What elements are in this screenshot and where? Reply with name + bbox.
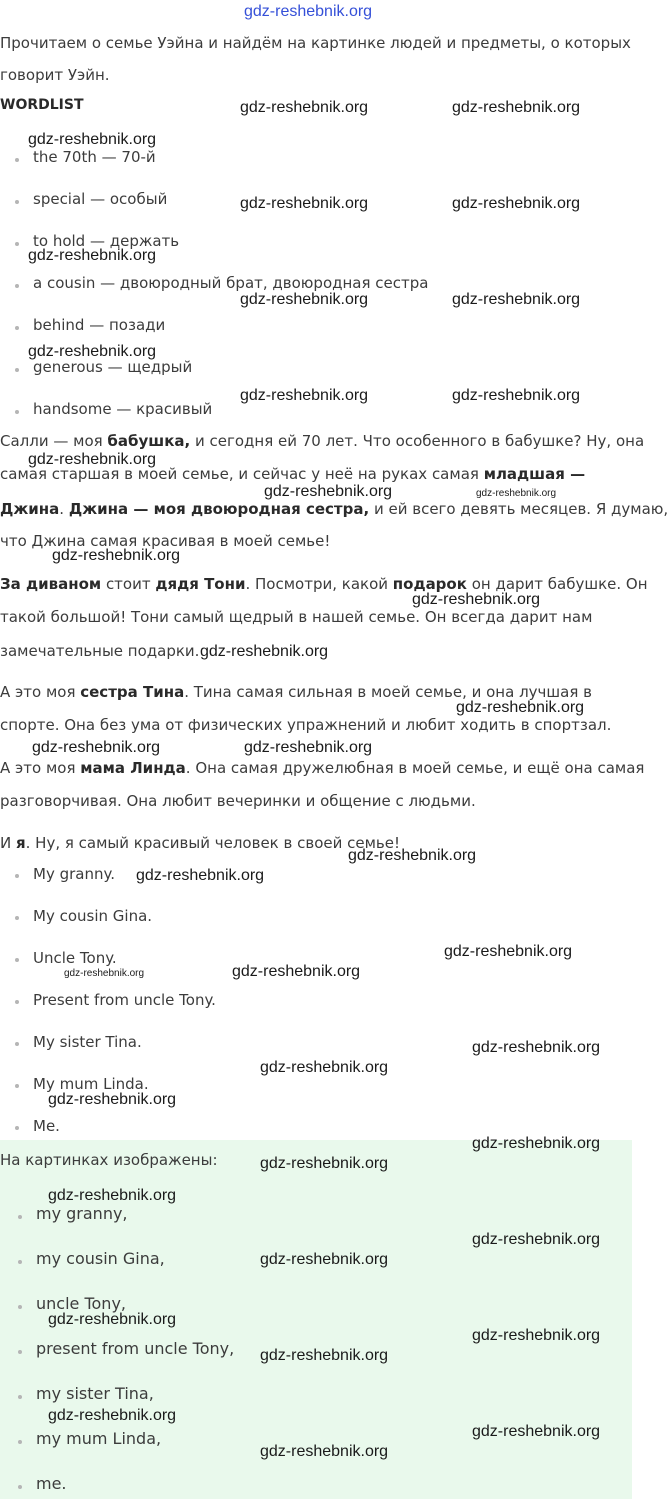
bullet-icon: [18, 1215, 22, 1219]
watermark: gdz-reshebnik.org: [200, 643, 329, 660]
watermark: gdz-reshebnik.org: [136, 867, 265, 884]
bullet-icon: [18, 1485, 22, 1489]
watermark: gdz-reshebnik.org: [472, 1039, 601, 1056]
bullet-icon: [18, 1305, 22, 1309]
story-p2-line-2: такой большой! Тони самый щедрый в нашей семье. Он всегда дарит нам: [0, 608, 593, 626]
story-p3-line-2: спорте. Она без ума от физических упражнений и любит ходить в спортзал.: [0, 716, 612, 734]
watermark: gdz-reshebnik.org: [452, 99, 581, 116]
watermark: gdz-reshebnik.org: [28, 451, 157, 468]
watermark: gdz-reshebnik.org: [456, 699, 585, 716]
story-p4-line-1: А это моя мама Линда. Она самая дружелюбная в моей семье, и ещё она самая: [0, 759, 645, 777]
story-p4-line-2: разговорчивая. Она любит вечеринки и общение с людьми.: [0, 792, 476, 810]
bullet-icon: [15, 368, 19, 372]
watermark: gdz-reshebnik.org: [348, 847, 477, 864]
bullet-icon: [15, 410, 19, 414]
watermark: gdz-reshebnik.org: [28, 131, 157, 148]
bullet-icon: [18, 1260, 22, 1264]
watermark: gdz-reshebnik.org: [48, 1091, 177, 1108]
bullet-icon: [15, 284, 19, 288]
watermark: gdz-reshebnik.org: [260, 1251, 389, 1268]
watermark: gdz-reshebnik.org: [48, 1311, 177, 1328]
bullet-icon: [18, 1350, 22, 1354]
story-p1-line-2: самая старшая в моей семье, и сейчас у неё на руках самая младшая —: [0, 465, 586, 483]
bullet-icon: [15, 158, 19, 162]
bullet-icon: [15, 200, 19, 204]
intro-line-1: Прочитаем о семье Уэйна и найдём на картинке людей и предметы, о которых: [0, 34, 631, 52]
wordlist-heading: WORDLIST: [0, 97, 84, 113]
watermark: gdz-reshebnik.org: [412, 591, 541, 608]
bullet-icon: [18, 1395, 22, 1399]
watermark: gdz-reshebnik.org: [452, 195, 581, 212]
watermark: gdz-reshebnik.org: [444, 943, 573, 960]
watermark: gdz-reshebnik.org: [64, 968, 145, 979]
watermark: gdz-reshebnik.org: [260, 1443, 389, 1460]
watermark: gdz-reshebnik.org: [476, 488, 557, 499]
watermark: gdz-reshebnik.org: [452, 291, 581, 308]
bullet-icon: [15, 242, 19, 246]
bullet-icon: [15, 958, 19, 962]
bullet-icon: [15, 874, 19, 878]
story-p1-line-3: Джина. Джина — моя двоюродная сестра, и ей всего девять месяцев. Я думаю,: [0, 500, 668, 518]
watermark: gdz-reshebnik.org: [472, 1231, 601, 1248]
story-p5: И я. Ну, я самый красивый человек в своей семье!: [0, 834, 400, 852]
watermark: gdz-reshebnik.org: [244, 3, 373, 20]
bullet-icon: [18, 1440, 22, 1444]
watermark: gdz-reshebnik.org: [260, 1155, 389, 1172]
watermark: gdz-reshebnik.org: [244, 739, 373, 756]
intro-line-2: говорит Уэйн.: [0, 66, 110, 84]
watermark: gdz-reshebnik.org: [32, 739, 161, 756]
watermark: gdz-reshebnik.org: [264, 483, 393, 500]
story-p1-line-4: что Джина самая красивая в моей семье!: [0, 532, 331, 550]
watermark: gdz-reshebnik.org: [472, 1423, 601, 1440]
bullet-icon: [15, 326, 19, 330]
bullet-icon: [15, 1042, 19, 1046]
story-p3-line-1: А это моя сестра Тина. Тина самая сильная в моей семье, и она лучшая в: [0, 683, 592, 701]
watermark: gdz-reshebnik.org: [240, 195, 369, 212]
watermark: gdz-reshebnik.org: [240, 99, 369, 116]
watermark: gdz-reshebnik.org: [28, 343, 157, 360]
bullet-icon: [15, 1126, 19, 1130]
story-p2-line-1: За диваном стоит дядя Тони. Посмотри, какой подарок он дарит бабушке. Он: [0, 575, 648, 593]
watermark: gdz-reshebnik.org: [240, 387, 369, 404]
story-p1-line-1: Салли — моя бабушка, и сегодня ей 70 лет. Что особенного в бабушке? Ну, она: [0, 432, 645, 450]
watermark: gdz-reshebnik.org: [232, 963, 361, 980]
watermark: gdz-reshebnik.org: [240, 291, 369, 308]
watermark: gdz-reshebnik.org: [472, 1327, 601, 1344]
story-p2-line-3: замечательные подарки.: [0, 642, 200, 660]
watermark: gdz-reshebnik.org: [472, 1135, 601, 1152]
bullet-icon: [15, 1000, 19, 1004]
bullet-icon: [15, 916, 19, 920]
watermark: gdz-reshebnik.org: [260, 1347, 389, 1364]
bullet-icon: [15, 1084, 19, 1088]
watermark: gdz-reshebnik.org: [52, 547, 181, 564]
watermark: gdz-reshebnik.org: [48, 1187, 177, 1204]
watermark: gdz-reshebnik.org: [28, 247, 157, 264]
answer-heading: На картинках изображены:: [0, 1151, 218, 1169]
watermark: gdz-reshebnik.org: [452, 387, 581, 404]
watermark: gdz-reshebnik.org: [48, 1407, 177, 1424]
watermark: gdz-reshebnik.org: [260, 1059, 389, 1076]
